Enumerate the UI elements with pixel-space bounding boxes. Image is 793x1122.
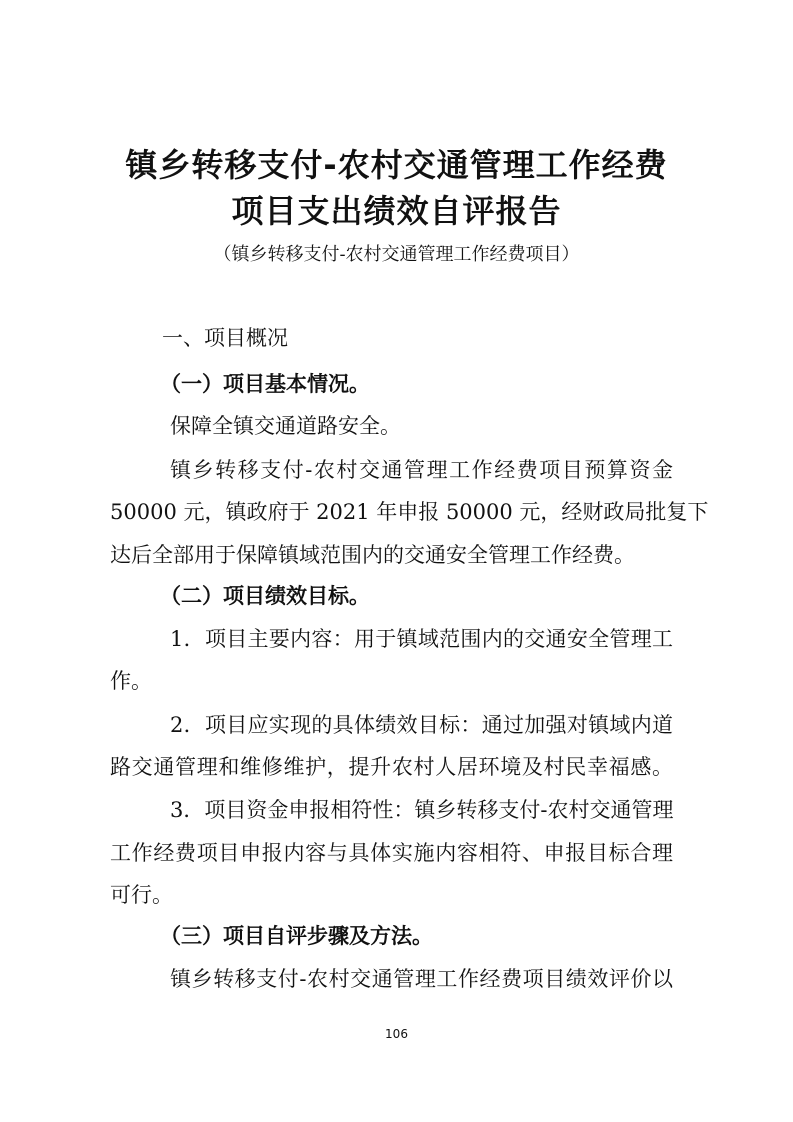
report-title-line-2: 项目支出绩效自评报告 <box>231 192 562 230</box>
list-item-line: 可行。 <box>110 883 173 907</box>
list-item-line: 路交通管理和维修维护，提升农村人居环境及村民幸福感。 <box>110 755 673 779</box>
subsection-heading-evaluation-method: （三）项目自评步骤及方法。 <box>160 924 433 948</box>
report-subtitle: （镇乡转移支付-农村交通管理工作经费项目） <box>213 244 580 265</box>
list-item-line: 3．项目资金申报相符性：镇乡转移支付-农村交通管理 <box>170 798 674 822</box>
section-heading-overview: 一、项目概况 <box>162 326 288 350</box>
list-item-line: 2．项目应实现的具体绩效目标：通过加强对镇域内道 <box>170 713 673 737</box>
subsection-heading-performance-goals: （二）项目绩效目标。 <box>160 584 370 608</box>
paragraph-line: 镇乡转移支付-农村交通管理工作经费项目绩效评价以 <box>170 967 673 991</box>
paragraph-line: 50000 元，镇政府于 2021 年申报 50000 元，经财政局批复下 <box>110 500 709 524</box>
paragraph-line: 达后全部用于保障镇域范围内的交通安全管理工作经费。 <box>110 543 635 567</box>
paragraph-line: 镇乡转移支付-农村交通管理工作经费项目预算资金 <box>170 458 673 482</box>
list-item-line: 1．项目主要内容：用于镇域范围内的交通安全管理工 <box>170 627 673 651</box>
page-number: 106 <box>385 1027 408 1041</box>
list-item-line: 作。 <box>110 669 152 693</box>
subsection-heading-basic-info: （一）项目基本情况。 <box>160 372 370 396</box>
paragraph-line: 保障全镇交通道路安全。 <box>170 414 401 438</box>
list-item-line: 工作经费项目申报内容与具体实施内容相符、申报目标合理 <box>110 841 673 865</box>
report-title-line-1: 镇乡转移支付-农村交通管理工作经费 <box>125 146 668 184</box>
